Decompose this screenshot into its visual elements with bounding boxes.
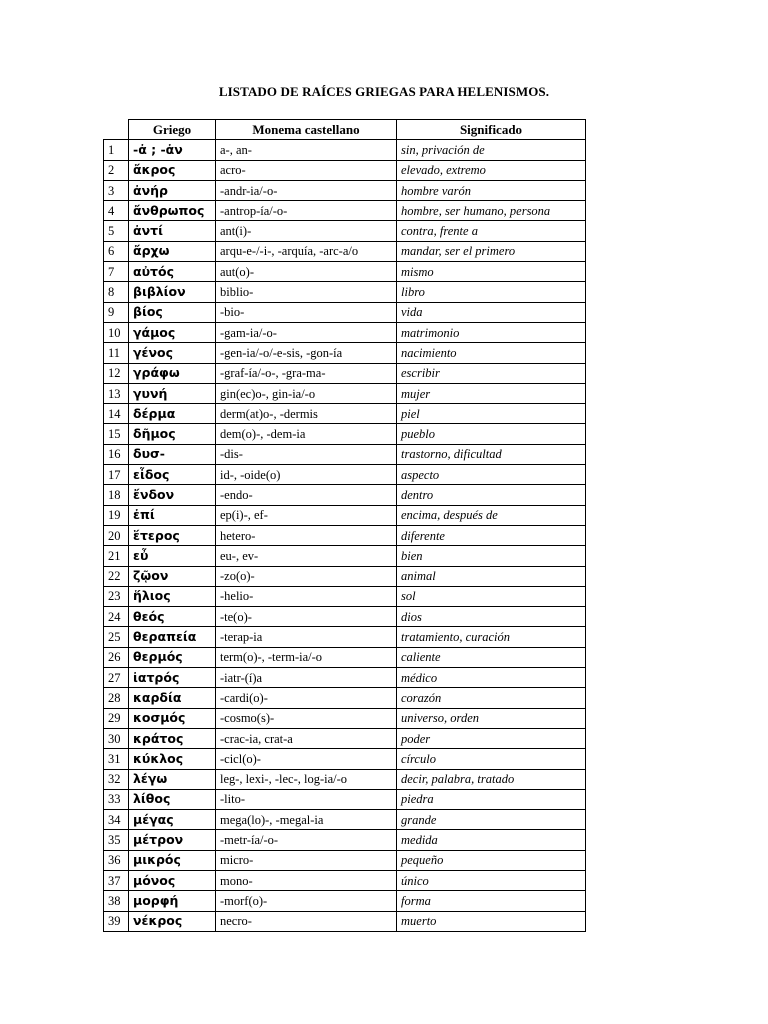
greek-word: ἄρχω [129,241,216,261]
table-row [104,140,586,160]
spanish-monema: -antrop-ía/-o- [216,201,397,221]
meaning: corazón [397,688,586,708]
greek-word: κοσμός [129,708,216,728]
greek-word: κύκλος [129,749,216,769]
table-row [104,911,586,931]
row-number: 15 [104,424,129,444]
table-row [104,302,586,322]
meaning: medida [397,830,586,850]
greek-word: θερμός [129,647,216,667]
spanish-monema: -lito- [216,789,397,809]
spanish-monema: -iatr-(í)a [216,668,397,688]
spanish-monema: dem(o)-, -dem-ia [216,424,397,444]
spanish-monema: ep(i)-, ef- [216,505,397,525]
greek-word: ζῷον [129,566,216,586]
meaning: mandar, ser el primero [397,241,586,261]
row-number: 26 [104,647,129,667]
greek-word: ἥλιος [129,586,216,606]
meaning: contra, frente a [397,221,586,241]
meaning: encima, después de [397,505,586,525]
greek-word: ἔνδον [129,485,216,505]
table-row [104,221,586,241]
table-row [104,627,586,647]
spanish-monema: -terap-ia [216,627,397,647]
table-row [104,322,586,342]
spanish-monema: derm(at)o-, -dermis [216,404,397,424]
greek-word: δυσ- [129,444,216,464]
spanish-monema: -endo- [216,485,397,505]
meaning: poder [397,728,586,748]
meaning: aspecto [397,465,586,485]
meaning: muerto [397,911,586,931]
spanish-monema: -graf-ía/-o-, -gra-ma- [216,363,397,383]
row-number: 13 [104,383,129,403]
greek-word: ἐπί [129,505,216,525]
spanish-monema: -cosmo(s)- [216,708,397,728]
spanish-monema: -andr-ia/-o- [216,180,397,200]
row-number: 12 [104,363,129,383]
greek-word: -ἀ ; -ἀν [129,140,216,160]
meaning: tratamiento, curación [397,627,586,647]
meaning: único [397,870,586,890]
row-number: 3 [104,180,129,200]
greek-word: μέγας [129,810,216,830]
table-row [104,830,586,850]
table-row [104,262,586,282]
meaning: dentro [397,485,586,505]
greek-word: δέρμα [129,404,216,424]
row-number: 28 [104,688,129,708]
spanish-monema: -gam-ia/-o- [216,322,397,342]
spanish-monema: eu-, ev- [216,546,397,566]
greek-roots-table [103,119,586,932]
greek-word: δῆμος [129,424,216,444]
greek-word: βίος [129,302,216,322]
row-number: 32 [104,769,129,789]
header-monema: Monema castellano [216,120,397,140]
meaning: mujer [397,383,586,403]
greek-word: γυνή [129,383,216,403]
meaning: trastorno, dificultad [397,444,586,464]
row-number: 37 [104,870,129,890]
table-row [104,546,586,566]
table-row [104,647,586,667]
spanish-monema: necro- [216,911,397,931]
meaning: universo, orden [397,708,586,728]
spanish-monema: -cardi(o)- [216,688,397,708]
table-row [104,343,586,363]
row-number: 20 [104,525,129,545]
table-row [104,688,586,708]
table-row [104,789,586,809]
greek-word: μικρός [129,850,216,870]
spanish-monema: biblio- [216,282,397,302]
spanish-monema: aut(o)- [216,262,397,282]
greek-word: ἰατρός [129,668,216,688]
table-row [104,465,586,485]
spanish-monema: ant(i)- [216,221,397,241]
spanish-monema: -cicl(o)- [216,749,397,769]
spanish-monema: hetero- [216,525,397,545]
meaning: mismo [397,262,586,282]
meaning: matrimonio [397,322,586,342]
greek-word: κράτος [129,728,216,748]
row-number: 19 [104,505,129,525]
row-number: 9 [104,302,129,322]
spanish-monema: -helio- [216,586,397,606]
spanish-monema: -crac-ia, crat-a [216,728,397,748]
spanish-monema: -dis- [216,444,397,464]
table-row [104,363,586,383]
greek-word: εἶδος [129,465,216,485]
table-row [104,749,586,769]
meaning: bien [397,546,586,566]
header-greek: Griego [129,120,216,140]
row-number: 1 [104,140,129,160]
table-row [104,180,586,200]
table-row [104,505,586,525]
greek-word: μέτρον [129,830,216,850]
meaning: pueblo [397,424,586,444]
spanish-monema: -metr-ía/-o- [216,830,397,850]
table-row [104,668,586,688]
spanish-monema: -te(o)- [216,607,397,627]
spanish-monema: a-, an- [216,140,397,160]
meaning: sin, privación de [397,140,586,160]
row-number: 30 [104,728,129,748]
row-number: 34 [104,810,129,830]
document-title: LISTADO DE RAÍCES GRIEGAS PARA HELENISMOS. [218,84,550,99]
greek-word: θεραπεία [129,627,216,647]
row-number: 39 [104,911,129,931]
meaning: caliente [397,647,586,667]
meaning: grande [397,810,586,830]
spanish-monema: term(o)-, -term-ia/-o [216,647,397,667]
row-number: 17 [104,465,129,485]
spanish-monema: mono- [216,870,397,890]
row-number: 24 [104,607,129,627]
greek-word: βιβλίον [129,282,216,302]
greek-word: μόνος [129,870,216,890]
meaning: animal [397,566,586,586]
greek-word: γένος [129,343,216,363]
table-row [104,566,586,586]
greek-word: εὖ [129,546,216,566]
table-row [104,525,586,545]
table-row [104,850,586,870]
row-number: 29 [104,708,129,728]
table-row [104,404,586,424]
meaning: vida [397,302,586,322]
table-row [104,728,586,748]
meaning: nacimiento [397,343,586,363]
table-header-row [104,120,586,140]
meaning: pequeño [397,850,586,870]
row-number: 4 [104,201,129,221]
meaning: sol [397,586,586,606]
greek-word: ἄκρος [129,160,216,180]
row-number: 11 [104,343,129,363]
meaning: elevado, extremo [397,160,586,180]
meaning: piedra [397,789,586,809]
greek-word: θεός [129,607,216,627]
row-number: 22 [104,566,129,586]
row-number: 5 [104,221,129,241]
spanish-monema: leg-, lexi-, -lec-, log-ia/-o [216,769,397,789]
meaning: escribir [397,363,586,383]
row-number: 33 [104,789,129,809]
meaning: hombre varón [397,180,586,200]
spanish-monema: -bio- [216,302,397,322]
table-row [104,870,586,890]
row-number: 10 [104,322,129,342]
greek-word: νέκρος [129,911,216,931]
greek-word: λίθος [129,789,216,809]
row-number: 23 [104,586,129,606]
row-number: 18 [104,485,129,505]
row-number: 31 [104,749,129,769]
greek-word: γράφω [129,363,216,383]
meaning: hombre, ser humano, persona [397,201,586,221]
row-number: 16 [104,444,129,464]
row-number: 25 [104,627,129,647]
greek-word: ἄνθρωπος [129,201,216,221]
greek-word: ἕτερος [129,525,216,545]
greek-word: μορφή [129,891,216,911]
row-number: 7 [104,262,129,282]
meaning: piel [397,404,586,424]
meaning: forma [397,891,586,911]
row-number: 38 [104,891,129,911]
spanish-monema: micro- [216,850,397,870]
greek-word: αὐτός [129,262,216,282]
table-row [104,708,586,728]
table-row [104,769,586,789]
row-number: 36 [104,850,129,870]
spanish-monema: acro- [216,160,397,180]
greek-word: λέγω [129,769,216,789]
row-number: 27 [104,668,129,688]
row-number: 14 [104,404,129,424]
table-row [104,810,586,830]
row-number: 21 [104,546,129,566]
table-row [104,201,586,221]
row-number: 2 [104,160,129,180]
row-number: 35 [104,830,129,850]
table-row [104,607,586,627]
meaning: decir, palabra, tratado [397,769,586,789]
header-meaning: Significado [397,120,586,140]
spanish-monema: arqu-e-/-i-, -arquía, -arc-a/o [216,241,397,261]
table-row [104,891,586,911]
table-row [104,241,586,261]
spanish-monema: -gen-ia/-o/-e-sis, -gon-ía [216,343,397,363]
table-row [104,282,586,302]
meaning: libro [397,282,586,302]
spanish-monema: -morf(o)- [216,891,397,911]
spanish-monema: mega(lo)-, -megal-ia [216,810,397,830]
meaning: círculo [397,749,586,769]
spanish-monema: id-, -oide(o) [216,465,397,485]
header-number-blank [104,120,129,140]
greek-word: γάμος [129,322,216,342]
table-row [104,444,586,464]
table-row [104,586,586,606]
spanish-monema: gin(ec)o-, gin-ia/-o [216,383,397,403]
greek-word: καρδία [129,688,216,708]
table-body [104,140,586,932]
row-number: 6 [104,241,129,261]
greek-word: ἀντί [129,221,216,241]
greek-word: ἀνήρ [129,180,216,200]
table-row [104,383,586,403]
meaning: médico [397,668,586,688]
table-row [104,160,586,180]
spanish-monema: -zo(o)- [216,566,397,586]
row-number: 8 [104,282,129,302]
table-row [104,424,586,444]
meaning: dios [397,607,586,627]
meaning: diferente [397,525,586,545]
table-row [104,485,586,505]
